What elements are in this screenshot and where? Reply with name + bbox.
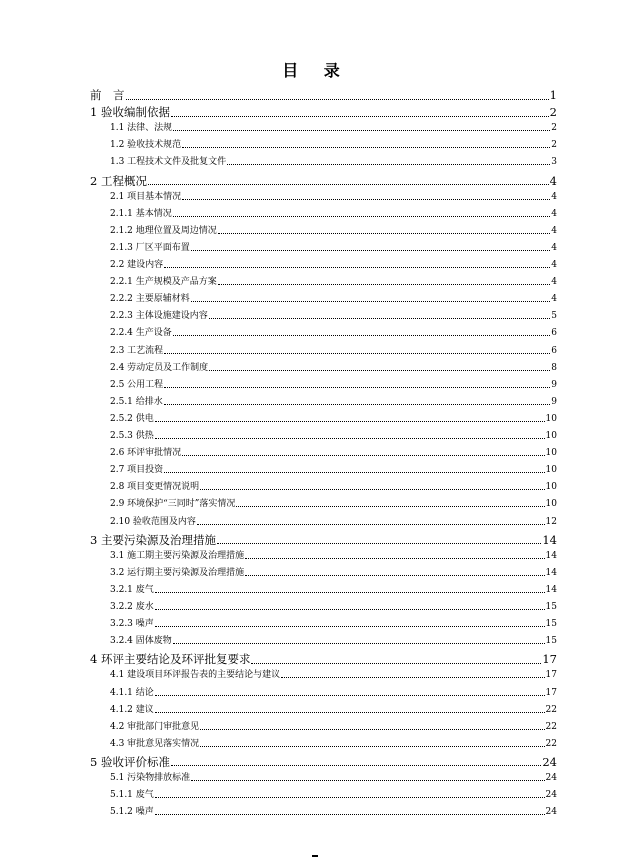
toc-entry-page: 14 [542,532,557,547]
toc-entry-label: 2.2 建设内容 [110,260,164,270]
toc-entry-label: 2.7 项目投资 [110,465,164,476]
toc-entry-label: 2 工程概况 [90,173,147,188]
toc-entry[interactable] [110,483,557,492]
toc-leader-dots [173,642,545,644]
toc-entry-page: 14 [545,550,557,561]
toc-entry[interactable] [110,364,557,373]
toc-entry[interactable] [110,586,557,595]
toc-entry-label: 1 验收编制依据 [90,105,170,120]
toc-entry-page: 10 [545,448,557,459]
toc-entry-page: 24 [545,773,557,783]
toc-entry-page: 2 [551,123,557,134]
toc-entry[interactable] [110,347,557,356]
toc-entry-label: 5.1.2 噪声 [110,807,154,818]
toc-leader-dots [245,574,544,576]
toc-leader-dots [155,796,545,798]
toc-entry[interactable] [110,312,557,321]
toc-entry[interactable] [110,329,557,338]
toc-leader-dots [217,542,541,544]
toc-leader-dots [209,317,551,319]
toc-entry-page: 4 [551,260,557,270]
toc-entry-label: 2.1.2 地理位置及周边情况 [110,225,217,236]
toc-entry-page: 2 [551,140,557,151]
toc-entry-label: 1.3 工程技术文件及批复文件 [110,157,227,168]
toc-leader-dots [171,115,549,117]
toc-entry-page: 24 [542,754,557,769]
toc-entry-page: 2 [549,105,557,120]
toc-entry-page: 5 [551,311,557,322]
toc-entry[interactable] [110,518,557,527]
toc-leader-dots [148,183,549,185]
toc-entry-page: 4 [549,173,557,188]
toc-entry-label: 5.1.1 废气 [110,790,154,801]
toc-entry-label: 5.1 污染物排放标准 [110,773,191,783]
toc-entry-label: 4 环评主要结论及环评批复要求 [90,652,251,667]
toc-entry[interactable] [110,432,557,441]
toc-leader-dots [191,300,551,302]
toc-leader-dots [155,711,545,713]
toc-leader-dots [164,403,551,405]
toc-entry-label: 3.2.2 废水 [110,602,154,612]
toc-entry-page: 14 [545,584,557,595]
toc-entry-page: 9 [551,379,557,390]
toc-entry[interactable] [90,90,557,102]
toc-entry-label: 2.1.3 厂区平面布置 [110,242,190,253]
toc-entry[interactable] [110,193,557,202]
toc-entry-page: 4 [551,242,557,253]
toc-entry-label: 3 主要污染源及治理措施 [90,532,216,547]
toc-entry-label: 2.4 劳动定员及工作制度 [110,362,209,373]
toc-entry[interactable] [110,381,557,390]
toc-entry-page: 15 [545,602,557,612]
toc-leader-dots [245,557,544,559]
toc-leader-dots [197,523,545,525]
toc-entry-page: 6 [551,345,557,356]
toc-entry-label: 1.2 验收技术规范 [110,140,182,151]
toc-entry[interactable] [110,210,557,219]
toc-leader-dots [173,215,551,217]
toc-leader-dots [155,625,545,627]
toc-entry[interactable] [110,706,557,715]
toc-leader-dots [200,745,544,747]
toc-leader-dots [182,454,544,456]
toc-entry-page: 10 [545,499,557,510]
toc-leader-dots [227,163,550,165]
toc-entry-page: 22 [545,704,557,715]
toc-entry-label: 4.3 审批意见落实情况 [110,738,200,749]
toc-leader-dots [182,198,550,200]
toc-entry-label: 2.5.3 供热 [110,431,154,441]
toc-entry-page: 22 [545,738,557,749]
toc-leader-dots [218,232,551,234]
toc-entry-label: 2.5.2 供电 [110,413,154,424]
toc-entry-label: 1.1 法律、法规 [110,123,173,134]
toc-entry[interactable] [110,278,557,287]
toc-leader-dots [164,386,550,388]
toc-entry-label: 4.1.1 结论 [110,687,154,698]
toc-entry-label: 3.2.4 固体废物 [110,636,172,647]
toc-leader-dots [173,129,550,131]
toc-entry-page: 4 [551,208,557,219]
toc-entry[interactable] [110,569,557,578]
toc-entry-label: 5 验收评价标准 [90,754,170,769]
toc-entry[interactable] [110,466,557,475]
toc-leader-dots [164,266,550,268]
toc-entry[interactable] [110,740,557,749]
toc-entry[interactable] [90,654,557,666]
toc-entry-label: 2.10 验收范围及内容 [110,516,196,527]
toc-entry-label: 2.1.1 基本情况 [110,208,172,219]
toc-entry-page: 8 [551,362,557,373]
toc-entry-label: 2.6 环评审批情况 [110,448,182,459]
toc-entry-label: 2.3 工艺流程 [110,345,164,356]
toc-entry[interactable] [110,295,557,304]
toc-entry-page: 4 [551,294,557,305]
toc-entry-page: 10 [545,413,557,424]
toc-entry[interactable] [110,774,557,783]
toc-entry-page: 10 [545,482,557,493]
toc-entry-page: 17 [545,670,557,681]
toc-entry-label: 2.5 公用工程 [110,379,164,390]
toc-entry[interactable] [110,603,557,612]
toc-entry-page: 17 [545,687,557,698]
toc-entry[interactable] [110,141,557,150]
toc-entry[interactable] [110,671,557,680]
toc-leader-dots [236,505,544,507]
toc-entry-page: 9 [551,396,557,407]
toc-entry-page: 6 [551,328,557,339]
toc-entry-label: 3.2.1 废气 [110,584,154,595]
toc-entry-page: 4 [551,191,557,202]
toc-leader-dots [182,146,550,148]
toc-entry[interactable] [90,107,557,119]
toc-entry-page: 24 [545,807,557,818]
toc-leader-dots [218,283,551,285]
toc-entry[interactable] [110,791,557,800]
toc-entry[interactable] [110,227,557,236]
toc-leader-dots [191,779,544,781]
toc-entry-page: 17 [542,652,557,667]
toc-entry-label: 3.2.3 噪声 [110,619,154,630]
toc-entry[interactable] [110,620,557,629]
toc-entry[interactable] [110,158,557,167]
toc-entry-label: 2.1 项目基本情况 [110,191,182,202]
toc-entry[interactable] [110,637,557,646]
toc-entry[interactable] [110,124,557,133]
toc-entry[interactable] [90,173,557,188]
toc-entry-page: 22 [545,721,557,732]
toc-leader-dots [155,420,545,422]
toc-leader-dots [251,662,541,664]
toc-entry-page: 1 [549,88,557,102]
toc-leader-dots [155,694,545,696]
page-title: 目 录 [282,61,350,80]
toc-entry[interactable] [110,689,557,698]
toc-entry-page: 4 [551,277,557,288]
toc-entry[interactable] [110,552,557,561]
toc-leader-dots [171,764,541,766]
toc-entry-label: 4.2 审批部门审批意见 [110,721,200,732]
toc-entry-label: 2.2.3 主体设施建设内容 [110,311,208,322]
toc-entry-label: 2.5.1 给排水 [110,396,163,407]
toc-entry[interactable] [110,808,557,817]
toc-leader-dots [155,437,545,439]
toc-leader-dots [155,813,545,815]
toc-entry[interactable] [110,500,557,509]
toc-entry[interactable] [110,398,557,407]
page-footer-mark [312,855,318,857]
toc-entry[interactable] [110,244,557,253]
toc-leader-dots [164,471,544,473]
toc-entry-page: 10 [545,465,557,476]
toc-entry-label: 2.8 项目变更情况说明 [110,482,200,493]
toc-leader-dots [173,334,551,336]
toc-leader-dots [126,98,549,100]
toc-entry[interactable] [110,449,557,458]
toc-entry[interactable] [90,532,557,547]
toc-entry-page: 3 [551,157,557,168]
toc-entry-label: 3.1 施工期主要污染源及治理措施 [110,550,245,561]
toc-leader-dots [209,369,550,371]
toc-leader-dots [155,608,545,610]
toc-entry[interactable] [110,261,557,270]
toc-leader-dots [164,352,550,354]
toc-entry-label: 2.2.2 主要原辅材料 [110,294,190,305]
toc-entry[interactable] [90,754,557,769]
toc-entry-label: 4.1 建设项目环评报告表的主要结论与建议 [110,670,281,681]
toc-entry-page: 10 [545,431,557,441]
toc-entry-label: 4.1.2 建议 [110,704,154,715]
toc-entry-page: 15 [545,636,557,647]
toc-leader-dots [200,728,544,730]
toc-entry-label: 前 言 [90,88,125,102]
toc-entry-page: 4 [551,225,557,236]
toc-entry-label: 2.2.4 生产设备 [110,328,172,339]
toc-entry-page: 15 [545,619,557,630]
toc-entry-label: 2.9 环境保护“三同时”落实情况 [110,499,236,510]
toc-entry-page: 14 [545,567,557,578]
toc-leader-dots [200,488,544,490]
toc-entry[interactable] [110,415,557,424]
toc-entry-page: 12 [545,516,557,527]
toc-entry-label: 2.2.1 生产规模及产品方案 [110,277,217,288]
toc-entry-page: 24 [545,790,557,801]
toc-leader-dots [155,591,545,593]
toc-leader-dots [191,249,551,251]
toc-entry[interactable] [110,723,557,732]
toc-entry-label: 3.2 运行期主要污染源及治理措施 [110,567,245,578]
toc-leader-dots [281,676,544,678]
